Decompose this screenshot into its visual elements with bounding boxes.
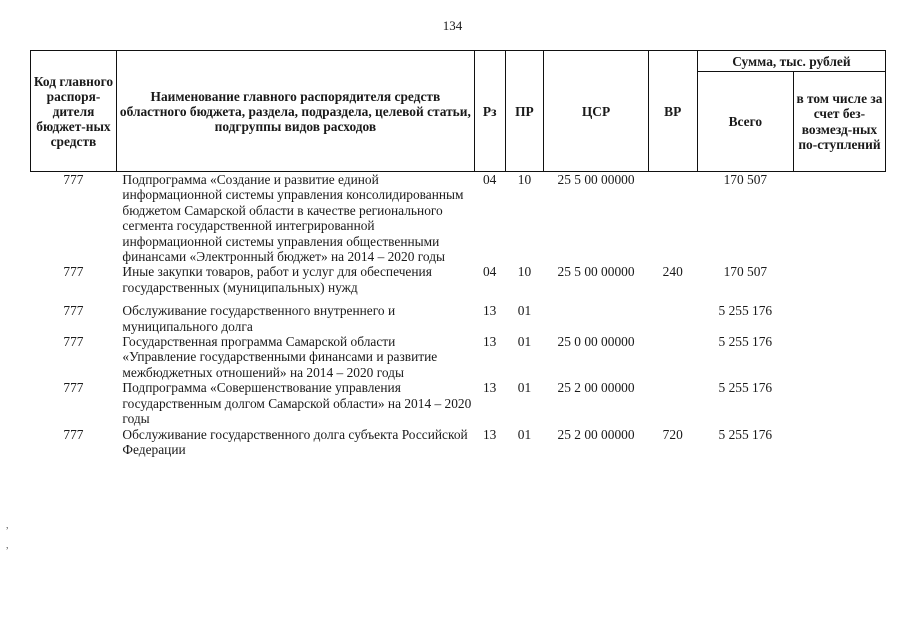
cell-pr: 10 (517, 264, 532, 280)
header-vr: ВР (648, 51, 697, 172)
cell-name: Государственная программа Самарской области «Управление государственными финансами и развитие межбюджетных отношений» на 2014 – 2020 годы (122, 334, 438, 380)
cell-code: 777 (63, 303, 84, 319)
cell-total: 5 255 176 (718, 380, 773, 396)
header-code: Код главного распоря-дителя бюджет-ных средств (31, 51, 117, 172)
cell-free (793, 427, 885, 458)
header-free: в том числе за счет без-возмезд-ных по-ступлений (793, 72, 885, 172)
table-row (31, 303, 886, 334)
cell-pr: 10 (517, 172, 532, 187)
page-number: 134 (442, 18, 463, 33)
cell-free (793, 303, 885, 334)
cell-name: Иные закупки товаров, работ и услуг для обеспечения государственных (муниципальных) нужд (122, 264, 432, 295)
cell-rz: 04 (482, 264, 497, 280)
cell-free (793, 380, 885, 426)
cell-code: 777 (63, 426, 84, 442)
cell-pr: 01 (517, 380, 532, 396)
cell-vr (648, 334, 697, 380)
cell-free (793, 334, 885, 380)
cell-rz: 13 (482, 380, 497, 396)
cell-vr (648, 380, 697, 426)
header-total: Всего (697, 72, 793, 172)
header-csr: ЦСР (544, 51, 648, 172)
cell-csr: 25 2 00 00000 (557, 380, 635, 396)
margin-mark: , (6, 540, 9, 551)
cell-total: 5 255 176 (718, 303, 773, 319)
table-row (31, 334, 886, 380)
cell-free (793, 172, 885, 265)
table-header (31, 51, 886, 172)
cell-csr: 25 0 00 00000 (557, 334, 635, 350)
cell-rz: 13 (482, 426, 497, 442)
cell-free (793, 264, 885, 303)
cell-rz: 04 (482, 172, 497, 187)
budget-table (30, 50, 886, 457)
cell-name: Подпрограмма «Создание и развитие единой информационной системы управления консолидированным бюджетом Самарской области в качестве регионального сегмента государственной интегрированной информационной системы управления общественными финансами «Электронный бюджет» на 2014 – 2020 годы (122, 172, 464, 265)
table-row (31, 427, 886, 458)
header-pr: ПР (505, 51, 544, 172)
table-row (31, 264, 886, 303)
cell-code: 777 (63, 334, 84, 350)
cell-rz: 13 (482, 334, 497, 350)
cell-vr (648, 172, 697, 265)
margin-mark: , (6, 520, 9, 531)
cell-name: Подпрограмма «Совершенствование управления государственным долгом Самарской области» на 2014 – 2020 годы (122, 380, 472, 427)
cell-vr: 720 (662, 426, 683, 442)
cell-code: 777 (63, 172, 84, 187)
cell-pr: 01 (517, 334, 532, 350)
cell-code: 777 (63, 264, 84, 280)
cell-code: 777 (63, 380, 84, 396)
cell-csr: 25 5 00 00000 (557, 264, 635, 280)
table-row (31, 172, 886, 265)
cell-total: 170 507 (723, 172, 768, 187)
header-sum-group: Сумма, тыс. рублей (697, 51, 885, 72)
cell-pr: 01 (517, 303, 532, 319)
table-row (31, 380, 886, 426)
table-body (31, 172, 886, 458)
cell-pr: 01 (517, 426, 532, 442)
cell-name: Обслуживание государственного внутреннего и муниципального долга (122, 303, 396, 334)
cell-total: 5 255 176 (718, 426, 773, 442)
header-rz: Рз (474, 51, 505, 172)
cell-csr (544, 303, 648, 334)
cell-vr (648, 303, 697, 334)
cell-name: Обслуживание государственного долга субъекта Российской Федерации (122, 426, 468, 457)
header-name: Наименование главного распорядителя средств областного бюджета, раздела, подраздела, целевой статьи, подгруппы видов расходов (116, 51, 474, 172)
cell-rz: 13 (482, 303, 497, 319)
cell-csr: 25 2 00 00000 (557, 426, 635, 442)
cell-total: 170 507 (723, 264, 768, 280)
cell-vr: 240 (662, 264, 683, 280)
cell-csr: 25 5 00 00000 (557, 172, 635, 187)
cell-total: 5 255 176 (718, 334, 773, 350)
